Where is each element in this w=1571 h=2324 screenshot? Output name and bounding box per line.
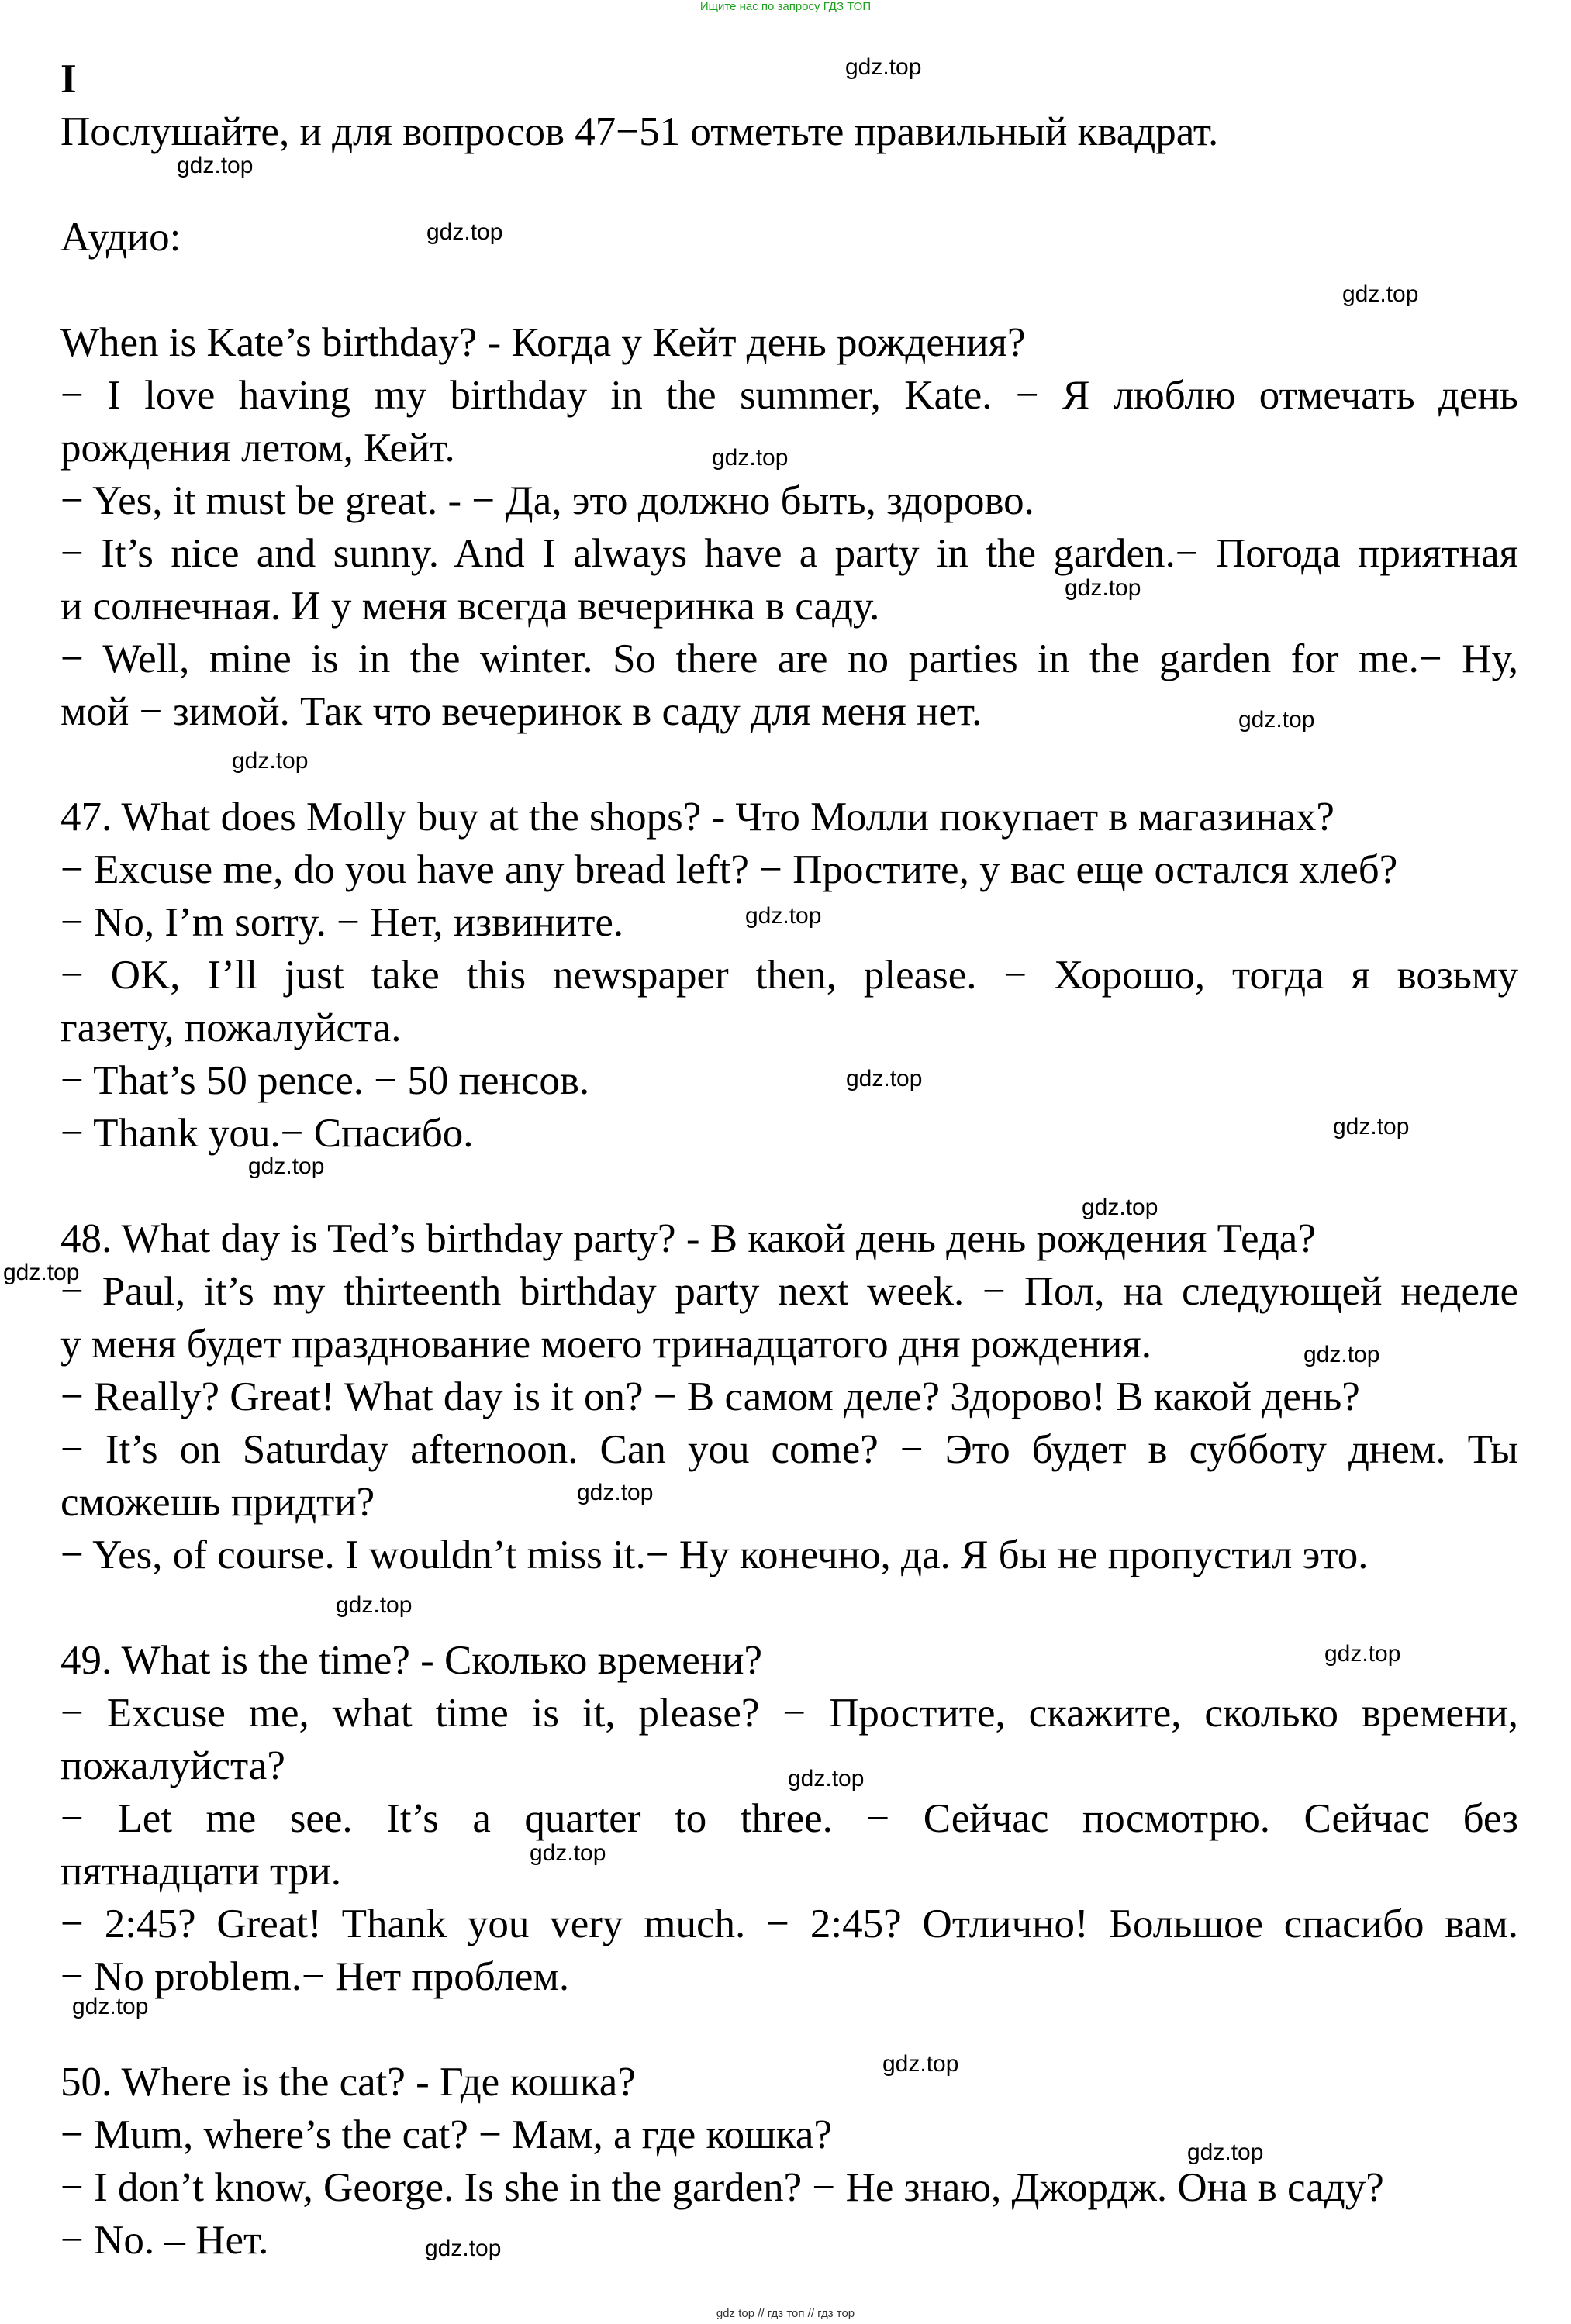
- dialogue-line: − It’s nice and sunny. And I always have a party in the garden.− Погода приятная: [60, 531, 1518, 576]
- dialogue-line: − Yes, of course. I wouldn’t miss it.− Ну конечно, да. Я бы не пропустил это.: [60, 1533, 1369, 1577]
- dialogue-line: − Yes, it must be great. - − Да, это должно быть, здорово.: [60, 478, 1034, 523]
- spacer: [60, 264, 1518, 316]
- question-48: [60, 1212, 1518, 1581]
- question-title: 49. What is the time? - Сколько времени?: [60, 1638, 763, 1683]
- question-title: 48. What day is Ted’s birthday party? - В какой день день рождения Теда?: [60, 1216, 1316, 1261]
- watermark: gdz.top: [72, 1994, 149, 2019]
- dialogue-line: − That’s 50 pence. − 50 пенсов.: [60, 1058, 590, 1103]
- dialogue-line: − OK, I’ll just take this newspaper then, please. − Хорошо, тогда я возьму: [60, 953, 1518, 998]
- question-title: 47. What does Molly buy at the shops? - Что Молли покупает в магазинах?: [60, 795, 1334, 840]
- watermark: gdz.top: [577, 1480, 654, 1505]
- watermark: gdz.top: [1238, 707, 1315, 733]
- dialogue-line: − Excuse me, what time is it, please? − Простите, скажите, сколько времени,: [60, 1691, 1518, 1736]
- dialogue-line: пожалуйста?: [60, 1743, 285, 1788]
- watermark: gdz.top: [1324, 1641, 1401, 1667]
- watermark: gdz.top: [1187, 2140, 1264, 2165]
- dialogue-line: − I love having my birthday in the summer, Kate. − Я люблю отмечать день: [60, 373, 1518, 418]
- dialogue-line: и солнечная. И у меня всегда вечеринка в саду.: [60, 584, 880, 629]
- dialogue-line: − Well, mine is in the winter. So there are no parties in the garden for me.− Ну,: [60, 636, 1518, 681]
- example-dialogue: [60, 316, 1518, 738]
- watermark: gdz.top: [3, 1260, 80, 1285]
- watermark: gdz.top: [788, 1766, 865, 1791]
- dialogue-line: − 2:45? Great! Thank you very much. − 2:45? Отлично! Большое спасибо вам.: [60, 1902, 1518, 1946]
- watermark: gdz.top: [1333, 1114, 1410, 1140]
- watermark: gdz.top: [1342, 281, 1419, 307]
- dialogue-line: − Let me see. It’s a quarter to three. − Сейчас посмотрю. Сейчас без: [60, 1796, 1518, 1841]
- question-title: 50. Where is the cat? - Где кошка?: [60, 2060, 636, 2105]
- watermark: gdz.top: [1065, 575, 1141, 601]
- dialogue-line: − Really? Great! What day is it on? − В самом деле? Здорово! В какой день?: [60, 1374, 1360, 1419]
- dialogue-line: − No. – Нет.: [60, 2218, 269, 2263]
- spacer: [60, 1581, 1518, 1634]
- spacer: [60, 158, 1518, 211]
- watermark: gdz.top: [712, 445, 789, 471]
- dialogue-line: − No problem.− Нет проблем.: [60, 1954, 570, 1999]
- watermark: gdz.top: [845, 54, 922, 80]
- watermark: gdz.top: [248, 1153, 325, 1179]
- dialogue-line: − No, I’m sorry. − Нет, извините.: [60, 900, 624, 945]
- dialogue-line: − Paul, it’s my thirteenth birthday party next week. − Пол, на следующей неделе: [60, 1269, 1518, 1314]
- watermark: gdz.top: [745, 903, 822, 929]
- instruction: Послушайте, и для вопросов 47−51 отметьте правильный квадрат.: [60, 109, 1219, 154]
- watermark: gdz.top: [426, 219, 503, 245]
- audio-label: Аудио:: [60, 215, 181, 260]
- watermark: gdz.top: [530, 1840, 606, 1866]
- watermark: gdz.top: [1303, 1342, 1380, 1367]
- dialogue-line: рождения летом, Кейт.: [60, 426, 455, 471]
- dialogue-line: − I don’t know, George. Is she in the garden? − Не знаю, Джордж. Она в саду?: [60, 2165, 1384, 2210]
- dialogue-line: пятнадцати три.: [60, 1849, 341, 1894]
- dialogue-line: − It’s on Saturday afternoon. Can you come? − Это будет в субботу днем. Ты: [60, 1427, 1518, 1472]
- dialogue-line: у меня будет празднование моего тринадцатого дня рождения.: [60, 1322, 1152, 1367]
- bottom-banner: gdz top // гдз топ // гдз тор: [716, 2307, 855, 2320]
- watermark: gdz.top: [425, 2236, 502, 2261]
- spacer: [60, 2003, 1518, 2056]
- top-banner: Ищите нас по запросу ГДЗ ТОП: [699, 0, 872, 13]
- watermark: gdz.top: [846, 1066, 923, 1091]
- dialogue-line: When is Kate’s birthday? - Когда у Кейт день рождения?: [60, 320, 1026, 365]
- question-50: [60, 2056, 1518, 2267]
- question-49: [60, 1634, 1518, 2003]
- watermark: gdz.top: [882, 2051, 959, 2077]
- watermark: gdz.top: [232, 748, 309, 774]
- dialogue-line: − Excuse me, do you have any bread left? − Простите, у вас еще остался хлеб?: [60, 847, 1398, 892]
- watermark: gdz.top: [336, 1592, 413, 1618]
- question-47: [60, 791, 1518, 1160]
- dialogue-line: − Thank you.− Спасибо.: [60, 1111, 474, 1156]
- section-heading: I: [60, 57, 77, 102]
- dialogue-line: сможешь придти?: [60, 1480, 375, 1525]
- watermark: gdz.top: [177, 153, 254, 178]
- watermark: gdz.top: [1082, 1195, 1158, 1220]
- dialogue-line: мой − зимой. Так что вечеринок в саду для меня нет.: [60, 689, 982, 734]
- dialogue-line: − Mum, where’s the cat? − Мам, а где кошка?: [60, 2112, 832, 2157]
- dialogue-line: газету, пожалуйста.: [60, 1005, 402, 1050]
